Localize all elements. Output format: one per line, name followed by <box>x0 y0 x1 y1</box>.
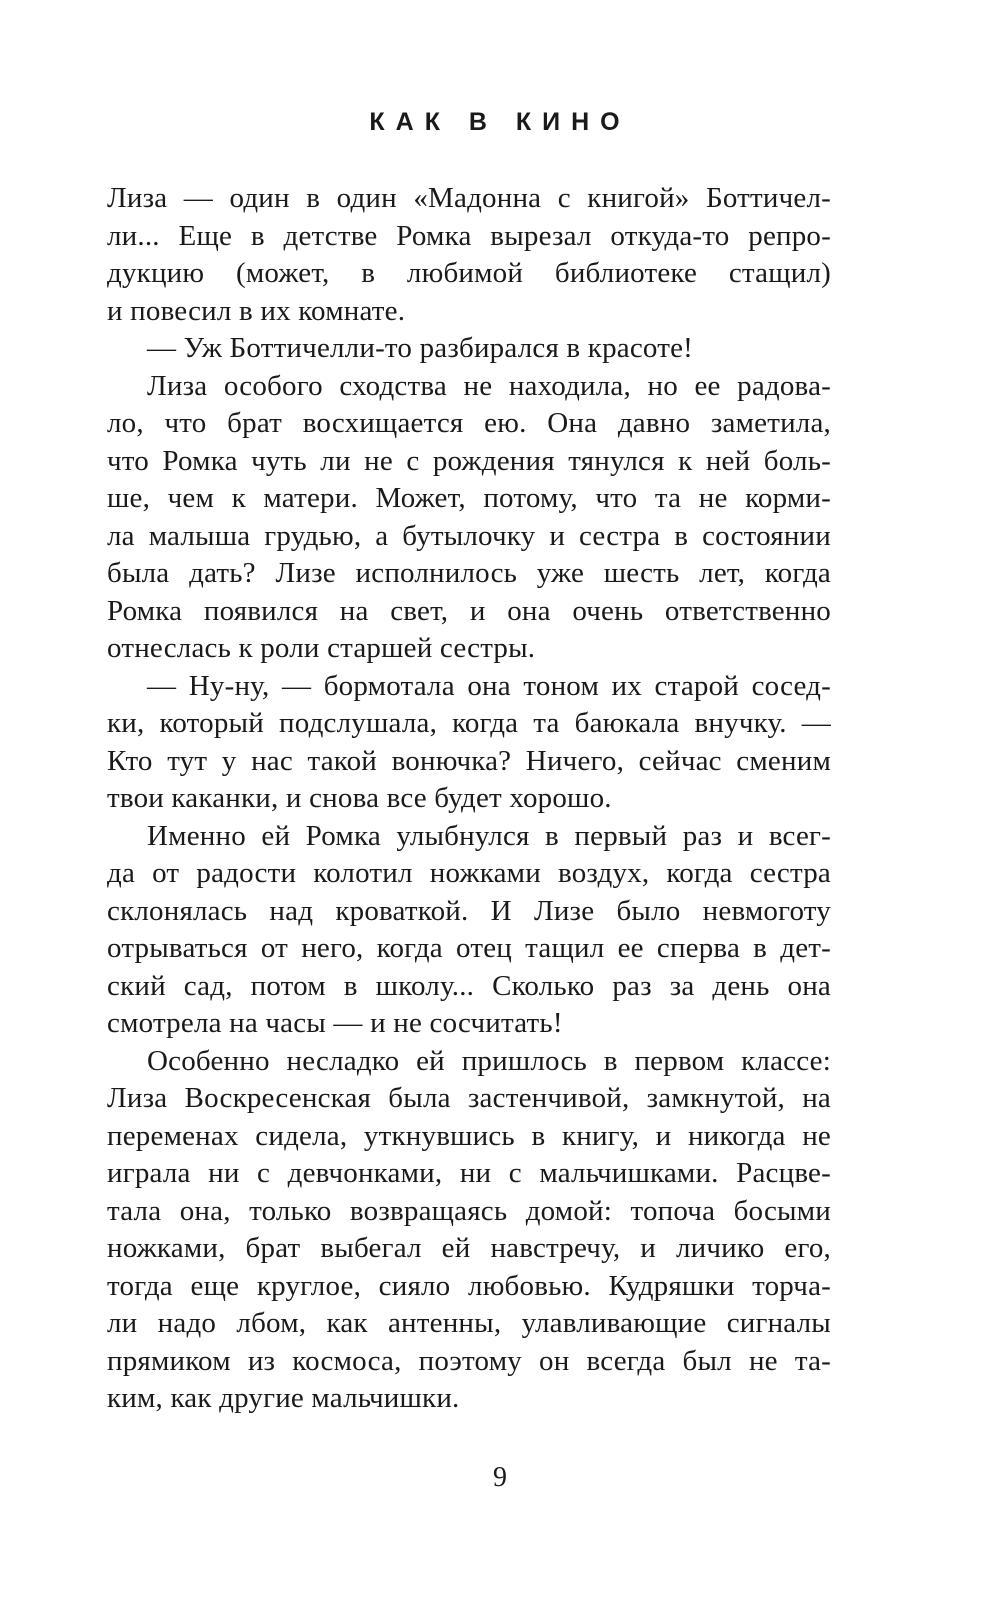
text-line: тала она, только возвращаясь домой: топоча босыми <box>107 1194 831 1227</box>
text-line: переменах сидела, уткнувшись в книгу, и никогда не <box>107 1119 831 1152</box>
text-line: Ромка появился на свет, и она очень ответственно <box>107 594 831 627</box>
text-line: ло, что брат восхищается ею. Она давно заметила, <box>107 407 831 439</box>
running-head: КАК В КИНО <box>369 108 631 136</box>
text-line: ножками, брат выбегал ей навстречу, и личико его, <box>107 1232 831 1264</box>
text-line: что Ромка чуть ли не с рождения тянулся к ней боль- <box>107 444 831 477</box>
text-line: Лиза Воскресенская была застенчивой, замкнутой, на <box>107 1082 831 1114</box>
text-line: Особенно несладко ей пришлось в первом классе: <box>147 1044 831 1077</box>
text-line: дукцию (может, в любимой библиотеке стащил) <box>107 257 831 289</box>
text-line: ше, чем к матери. Может, потому, что та не корми- <box>107 482 831 514</box>
text-line: Кто тут у нас такой вонючка? Ничего, сейчас сменим <box>107 744 831 777</box>
text-line: Именно ей Ромка улыбнулся в первый раз и всег- <box>147 819 831 852</box>
text-line: отнеслась к роли старшей сестры. <box>107 632 536 664</box>
text-line: была дать? Лизе исполнилось уже шесть лет, когда <box>107 557 831 589</box>
text-line: ский сад, потом в школу... Сколько раз за день она <box>107 969 831 1002</box>
text-line: ки, который подслушала, когда та баюкала внучку. — <box>107 707 831 739</box>
text-line: склонялась над кроваткой. И Лизе было невмоготу <box>107 894 831 927</box>
text-line: да от радости колотил ножками воздух, когда сестра <box>107 857 831 889</box>
text-line: прямиком из космоса, поэтому он всегда был не та- <box>107 1344 831 1377</box>
text-line: играла ни с девчонками, ни с мальчишками. Расцве- <box>107 1157 831 1189</box>
text-line: ли надо лбом, как антенны, улавливающие сигналы <box>107 1307 831 1339</box>
text-line: тогда еще круглое, сияло любовью. Кудряшки торча- <box>107 1269 831 1302</box>
text-line: — Ну-ну, — бормотала она тоном их старой сосед- <box>147 669 831 702</box>
text-line: твои каканки, и снова все будет хорошо. <box>107 782 612 814</box>
page-number: 9 <box>493 1462 507 1493</box>
text-line: смотрела на часы — и не сосчитать! <box>107 1007 563 1039</box>
text-line: отрываться от него, когда отец тащил ее сперва в дет- <box>107 932 831 964</box>
text-line: Лиза особого сходства не находила, но ее радова- <box>147 369 831 402</box>
text-line: — Уж Боттичелли-то разбирался в красоте! <box>147 332 694 364</box>
text-line: и повесил в их комнате. <box>107 294 406 327</box>
body-text <box>107 180 831 1418</box>
text-line: ла малыша грудью, а бутылочку и сестра в состоянии <box>107 519 831 552</box>
text-line: ли... Еще в детстве Ромка вырезал откуда-то репро- <box>107 219 831 252</box>
text-line: Лиза — один в один «Мадонна с книгой» Боттичел- <box>107 182 831 214</box>
text-line: ким, как другие мальчишки. <box>107 1382 460 1414</box>
